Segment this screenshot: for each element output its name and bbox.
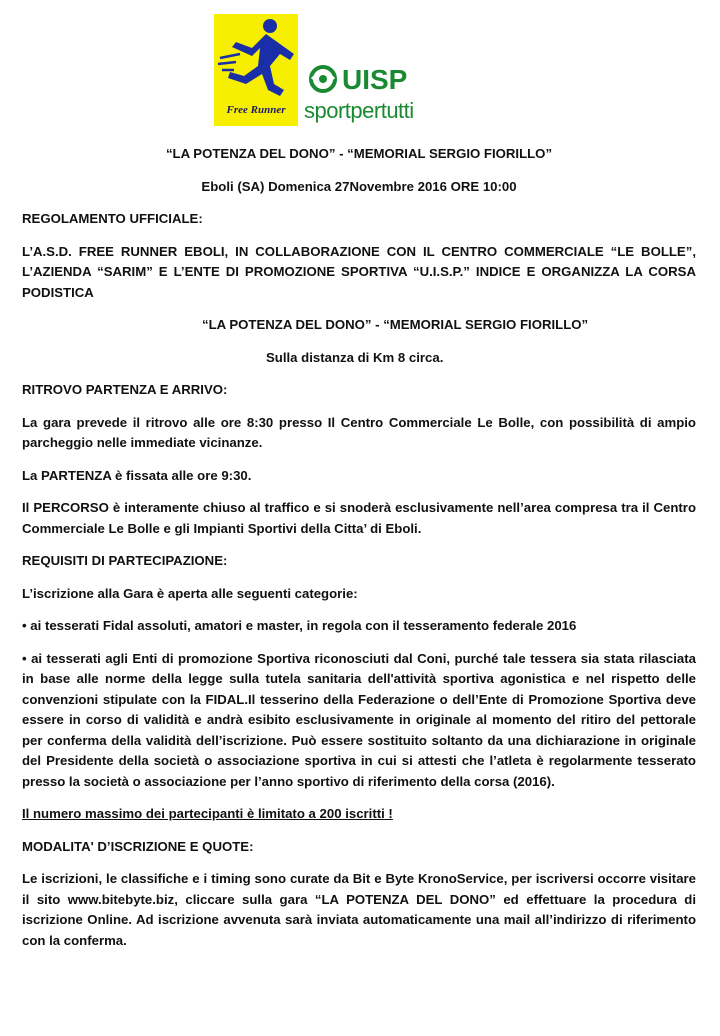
- requirements-item-fidal: • ai tesserati Fidal assoluti, amatori e master, in regola con il tesseramento federale 2016: [22, 618, 577, 633]
- uisp-logo: [304, 62, 434, 132]
- uisp-name: UISP: [342, 64, 408, 95]
- meeting-paragraph: La gara prevede il ritrovo alle ore 8:30 presso Il Centro Commerciale Le Bolle, con possibilità di ampio parcheggio nelle immediate vicinanze.: [22, 414, 696, 450]
- start-paragraph: La PARTENZA è fissata alle ore 9:30.: [22, 467, 252, 483]
- participant-limit: Il numero massimo dei partecipanti è limitato a 200 iscritti !: [22, 806, 393, 821]
- requirements-intro: L’iscrizione alla Gara è aperta alle seguenti categorie:: [22, 585, 358, 601]
- distance-line: Sulla distanza di Km 8 circa.: [266, 349, 444, 365]
- date-line: Eboli (SA) Domenica 27Novembre 2016 ORE 10:00: [201, 178, 517, 194]
- registration-paragraph: Le iscrizioni, le classifiche e i timing sono curate da Bit e Byte KronoService, per iscriversi occorre visitare il sito www.bitebyte.biz, cliccare sulla gara “LA POTENZA DEL DONO” ed effettuare la procedura di iscrizione Online. Ad iscrizione avvenuta sarà inviata automaticamente una mail all’indirizzo di riferimento con la conferma.: [22, 871, 696, 948]
- header-logos: [214, 14, 454, 132]
- document-body: [22, 140, 696, 951]
- regulation-heading: REGOLAMENTO UFFICIALE:: [22, 211, 203, 226]
- course-paragraph: Il PERCORSO è interamente chiuso al traffico e si snoderà esclusivamente nell’area compresa tra il Centro Commerciale Le Bolle e gli Impianti Sportivi della Citta’ di Eboli.: [22, 500, 696, 536]
- runner-icon: [214, 14, 298, 106]
- meeting-heading: RITROVO PARTENZA E ARRIVO:: [22, 382, 228, 397]
- registration-heading: MODALITA' D’ISCRIZIONE E QUOTE:: [22, 838, 254, 854]
- document-title: “LA POTENZA DEL DONO” - “MEMORIAL SERGIO FIORILLO”: [165, 146, 553, 161]
- requirements-item-eps: • ai tesserati agli Enti di promozione Sportiva riconosciuti dal Coni, purché tale tessera sia stata rilasciata in base alle norme della legge sulla tutela sanitaria dell'attività sportiva agonistica e nel rispetto delle convenzioni stipulate con la FIDAL.Il tesserino della Federazione o dell’Ente di Promozione Sportiva deve essere in corso di validità e andrà esibito esclusivamente in originale al momento del ritiro del pettorale per conferma della validità dell’iscrizione. Può essere sostituito soltanto da una dichiarazione in originale del Presidente della società o associazione sportiva in cui si attesti che l’atleta è regolarmente tesserato presso la società o associazione per l’anno sportivo di riferimento della corsa (2016).: [22, 650, 696, 789]
- free-runner-logo: [214, 14, 298, 126]
- free-runner-text: Free Runner: [226, 104, 286, 116]
- uisp-emblem-icon: [306, 64, 340, 94]
- intro-paragraph: L’A.S.D. FREE RUNNER EBOLI, IN COLLABORAZIONE CON IL CENTRO COMMERCIALE “LE BOLLE”, L’AZIENDA “SARIM” E L’ENTE DI PROMOZIONE SPORTIVA “U.I.S.P.” INDICE E ORGANIZZA LA CORSA PODISTICA: [22, 243, 696, 300]
- race-name: “LA POTENZA DEL DONO” - “MEMORIAL SERGIO FIORILLO”: [202, 317, 589, 332]
- requirements-heading: REQUISITI DI PARTECIPAZIONE:: [22, 553, 228, 568]
- uisp-tagline: sportpertutti: [304, 98, 414, 123]
